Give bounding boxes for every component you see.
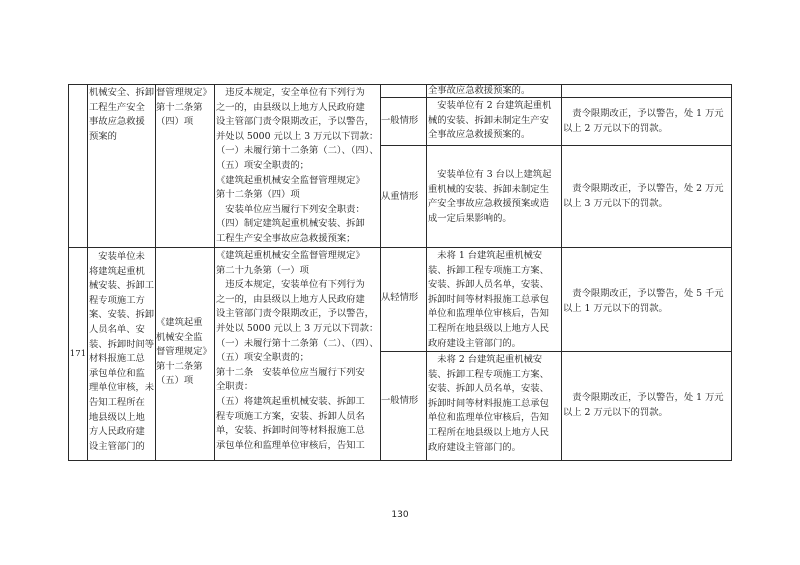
circumstance-description: 安装单位有 3 台以上建筑起 重机械的安装、拆卸未制定生 产安全事故应急救援预案或造 成一定后果影响的。: [428, 169, 552, 224]
circumstance-description: 安装单位有 2 台建筑起重机 械的安装、拆卸未制定生产安 全事故应急救援预案的。: [428, 100, 552, 141]
legal-basis-cell: 督管理规定》 第十二条第 （四）项: [156, 87, 212, 128]
circumstance-level: 一般情形: [381, 395, 419, 406]
penalty-standard-table: [68, 84, 732, 461]
circumstance-level: 一般情形: [381, 115, 419, 126]
legal-clauses-cell: 违反本规定，安全单位有下列行为 之一的，由县级以上地方人民政府建 设主管部门责令限期改正，予以警告， 并处以 5000 元以上 3 万元以下罚款： （一）未履行第十二条第（二）、（四）、 （五）项安全职责的； 《建筑起重机械安全监督管理规定》 第十二条第（四）项 安装单位应当履行下列安全职责： （四）制定建筑起重机械安装、拆卸 工程生产安全事故应急救援预案；: [216, 87, 379, 244]
penalty-standard: 责令限期改正，予以警告，处 2 万元 以上 3 万元以下的罚款。: [563, 183, 724, 209]
page-number: 130: [391, 510, 409, 520]
row-divider: [68, 247, 732, 248]
legal-basis-cell: 《建筑起重 机械安全监 督管理规定》 第十二条第 （五）项: [156, 317, 212, 387]
circumstance-description: 未将 1 台建筑起重机械安 装、拆卸工程专项施工方案、 安装、拆卸人员名单，安装、 拆卸时间等材料报施工总承包 单位和监理单位审核后，告知 工程所在地县级以上地方人民 政府建设主管部门的。: [428, 250, 549, 349]
penalty-standard: 责令限期改正，予以警告，处 1 万元 以上 2 万元以下的罚款。: [563, 392, 724, 418]
row-divider: [380, 145, 732, 146]
item-name-cell: 安装单位未 将建筑起重机 械安装、拆卸工 程专项施工方 案、安装、拆卸 人员名单、安 装、拆卸时间等 材料报施工总 承包单位和监 理单位审核，未 告知工程所在 地县级以上地 方人民政府建 设主管部门的: [89, 251, 155, 452]
column-divider: [87, 84, 88, 461]
table-border-top: [68, 84, 732, 85]
column-divider: [561, 84, 562, 461]
circumstance-level: 从重情形: [381, 191, 419, 202]
table-border-left: [68, 84, 69, 461]
item-name-cell: 机械安全、拆卸 工程生产安全 事故应急救援 预案的: [89, 87, 155, 142]
column-divider: [426, 84, 427, 461]
penalty-standard: 责令限期改正，予以警告，处 5 千元 以上 1 万元以下的罚款。: [563, 288, 724, 314]
column-divider: [214, 84, 215, 461]
table-border-right: [731, 84, 732, 461]
table-border-bottom: [68, 460, 732, 461]
legal-clauses-cell: 《建筑起重机械安全监督管理规定》 第二十九条第（一）项 违反本规定，安装单位有下列行为 之一的，由县级以上地方人民政府建 设主管部门责令限期改正，予以警告， 并处以 5000 元以上 3 万元以下罚款： （一）未履行第十二条第（二）、（四）、 （五）项安全职责的； 第十二条 安装单位应当履行下列安 全职责： （五）将建筑起重机械安装、拆卸工 程专项施工方案，安装、拆卸人员名 单，安装、拆卸时间等材料报施工总 承包单位和监理单位审核后，告知工: [216, 250, 379, 451]
circumstance-level: 从轻情形: [381, 292, 419, 303]
penalty-standard: 责令限期改正，予以警告，处 1 万元 以上 2 万元以下的罚款。: [563, 108, 724, 134]
circumstance-description: 未将 2 台建筑起重机械安 装、拆卸工程专项施工方案、 安装、拆卸人员名单，安装、 拆卸时间等材料报施工总承包 单位和监理单位审核后，告知 工程所在地县级以上地方人民 政府建设主管部门的。: [428, 354, 549, 453]
circumstance-description: 全事故应急救援预案的。: [428, 85, 531, 96]
row-divider: [380, 351, 732, 352]
row-number: 171: [69, 349, 87, 359]
